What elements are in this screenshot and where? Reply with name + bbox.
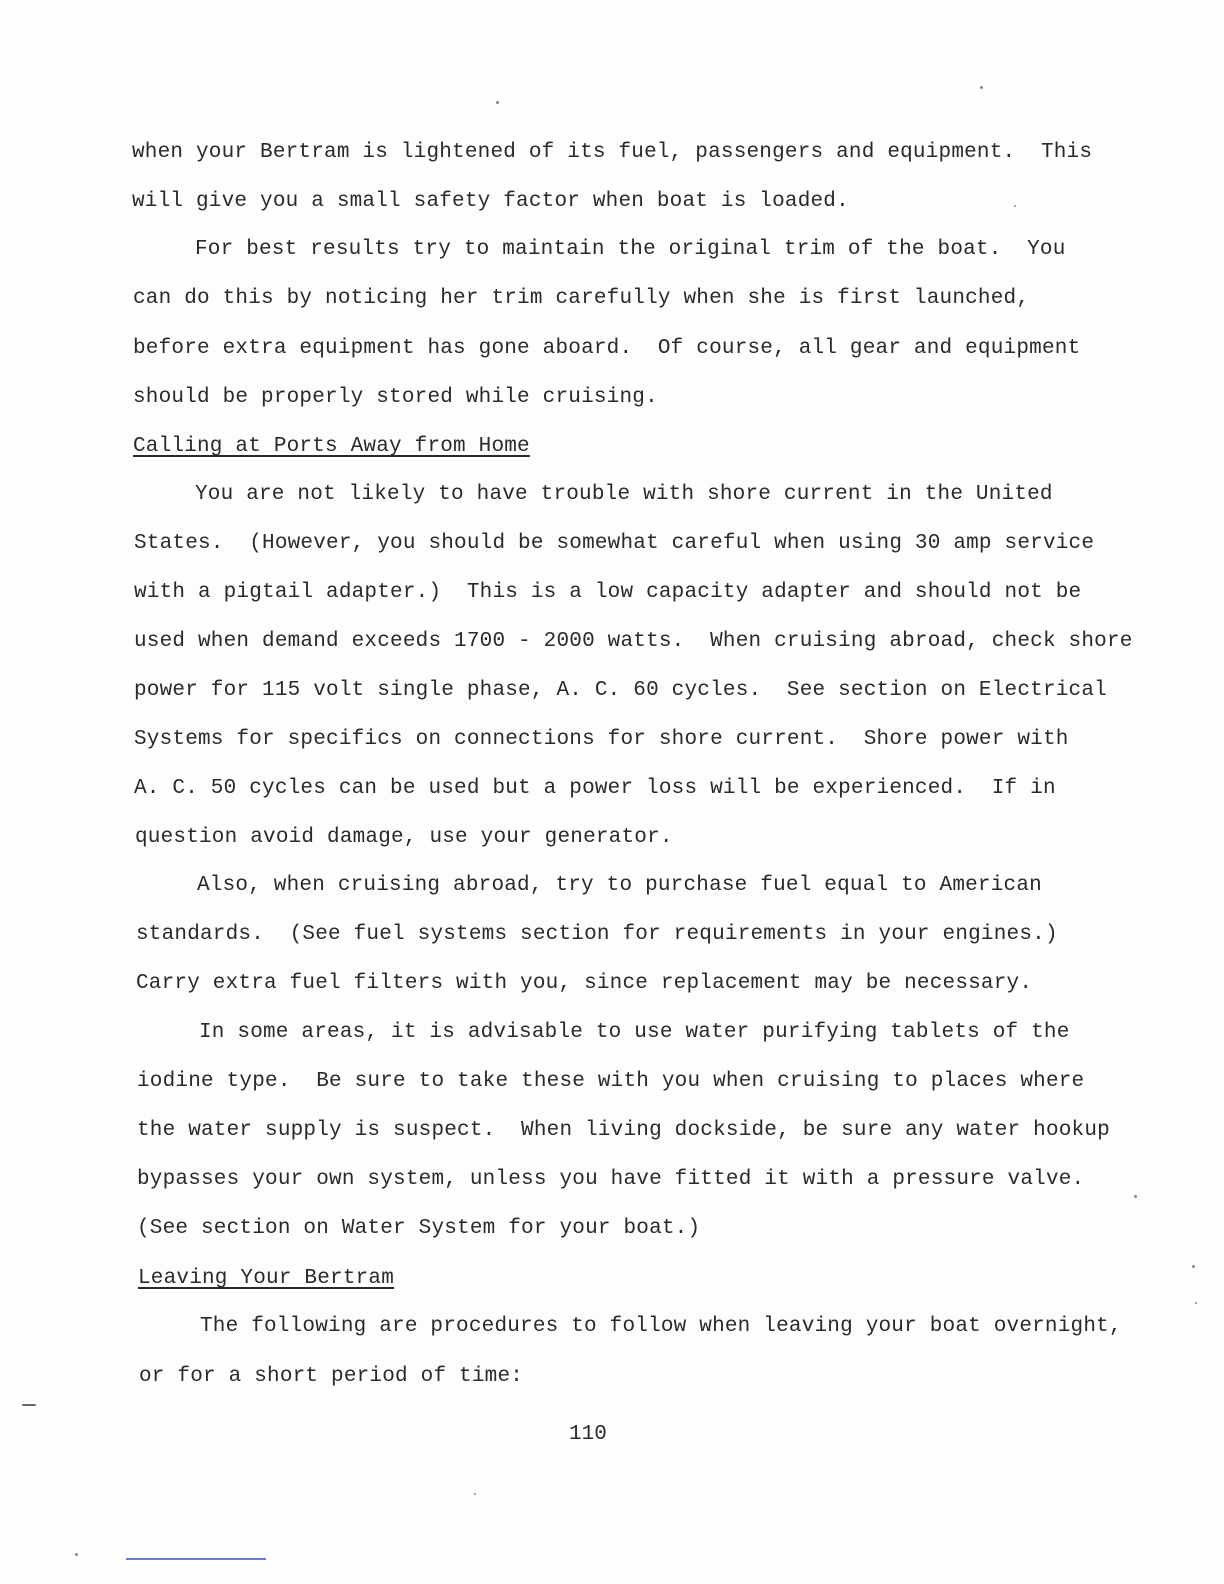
body-text-line: can do this by noticing her trim carefully when she is first launched,	[133, 287, 1030, 310]
body-text-line: A. C. 50 cycles can be used but a power loss will be experienced. If in	[134, 777, 1056, 800]
body-text-line: power for 115 volt single phase, A. C. 60 cycles. See section on Electrical	[134, 679, 1107, 702]
scan-speck	[1195, 1302, 1197, 1304]
body-text-line: Systems for specifics on connections for shore current. Shore power with	[134, 728, 1069, 751]
body-text-line: or for a short period of time:	[139, 1365, 524, 1388]
body-text-line: will give you a small safety factor when boat is loaded.	[132, 190, 849, 213]
body-text-line: You are not likely to have trouble with shore current in the United	[195, 483, 1053, 506]
body-text-line: standards. (See fuel systems section for requirements in your engines.)	[136, 923, 1058, 946]
body-text-line: should be properly stored while cruising.	[133, 386, 658, 409]
body-text-line: In some areas, it is advisable to use water purifying tablets of the	[199, 1021, 1070, 1044]
body-text-line: States. (However, you should be somewhat careful when using 30 amp service	[134, 532, 1095, 555]
body-text-line: (See section on Water System for your boat.)	[137, 1217, 701, 1240]
scan-speck	[75, 1553, 78, 1556]
body-text-line: the water supply is suspect. When living dockside, be sure any water hookup	[137, 1119, 1110, 1142]
body-text-line: used when demand exceeds 1700 - 2000 watts. When cruising abroad, check shore	[134, 630, 1133, 653]
body-text-line: before extra equipment has gone aboard. Of course, all gear and equipment	[133, 337, 1081, 360]
footer-rule	[126, 1558, 266, 1560]
scan-speck	[496, 101, 499, 104]
body-text-line: Carry extra fuel filters with you, since replacement may be necessary.	[136, 972, 1033, 995]
scan-speck	[22, 1404, 36, 1406]
body-text-line: bypasses your own system, unless you have fitted it with a pressure valve.	[137, 1168, 1085, 1191]
page-number: 110	[569, 1423, 607, 1446]
scan-speck	[474, 1493, 476, 1495]
body-text-line: The following are procedures to follow when leaving your boat overnight,	[200, 1315, 1122, 1338]
scan-speck	[980, 86, 983, 89]
scan-speck	[1014, 205, 1016, 207]
body-text-line: iodine type. Be sure to take these with you when cruising to places where	[137, 1070, 1085, 1093]
section-heading: Calling at Ports Away from Home	[133, 435, 530, 458]
body-text-line: with a pigtail adapter.) This is a low capacity adapter and should not be	[134, 581, 1082, 604]
scan-speck	[1192, 1265, 1195, 1268]
body-text-line: Also, when cruising abroad, try to purchase fuel equal to American	[197, 874, 1042, 897]
section-heading: Leaving Your Bertram	[138, 1267, 395, 1290]
body-text-line: when your Bertram is lightened of its fuel, passengers and equipment. This	[132, 141, 1093, 164]
scan-speck	[1134, 1195, 1137, 1198]
body-text-line: question avoid damage, use your generator.	[135, 826, 673, 849]
body-text-line: For best results try to maintain the original trim of the boat. You	[195, 238, 1066, 261]
